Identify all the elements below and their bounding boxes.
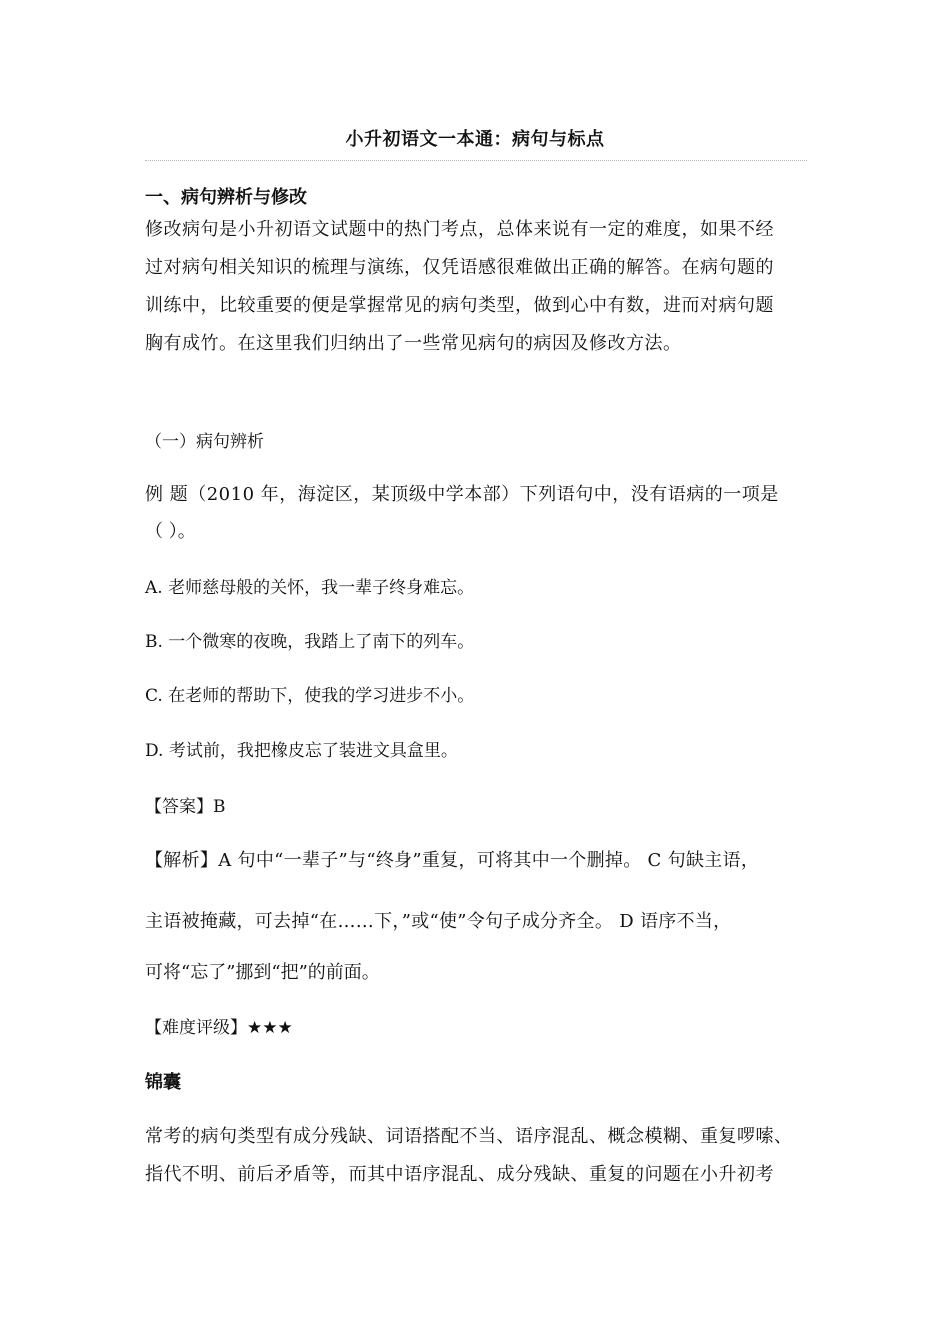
tips-line: 指代不明、前后矛盾等，而其中语序混乱、成分残缺、重复的问题在小升初考 xyxy=(145,1164,774,1185)
example-question-blank: （ ）。 xyxy=(145,521,196,542)
option-b: B. 一个微寒的夜晚，我踏上了南下的列车。 xyxy=(145,632,475,652)
intro-line: 胸有成竹。在这里我们归纳出了一些常见病句的病因及修改方法。 xyxy=(145,333,682,354)
tips-paragraph xyxy=(145,1118,815,1194)
title-divider xyxy=(145,160,807,161)
intro-line: 修改病句是小升初语文试题中的热门考点，总体来说有一定的难度，如果不经 xyxy=(145,219,774,240)
option-a: A. 老师慈母般的关怀，我一辈子终身难忘。 xyxy=(145,578,475,598)
option-c: C. 在老师的帮助下，使我的学习进步不小。 xyxy=(145,686,475,706)
intro-line: 过对病句相关知识的梳理与演练，仅凭语感很难做出正确的解答。在病句题的 xyxy=(145,257,774,278)
tips-line: 常考的病句类型有成分残缺、词语搭配不当、语序混乱、概念模糊、重复啰嗦、 xyxy=(145,1126,793,1147)
star-rating: ★★★ xyxy=(247,1018,293,1038)
subsection-heading: （一）病句辨析 xyxy=(145,432,264,452)
intro-paragraph xyxy=(145,211,815,363)
intro-line: 训练中，比较重要的便是掌握常见的病句类型，做到心中有数，进而对病句题 xyxy=(145,295,774,316)
difficulty-rating xyxy=(145,1013,293,1038)
answer: 【答案】B xyxy=(145,797,226,817)
difficulty-label: 【难度评级】 xyxy=(145,1018,247,1038)
analysis-line: 可将“忘了”挪到“把”的前面。 xyxy=(145,962,380,983)
option-d: D. 考试前，我把橡皮忘了装进文具盒里。 xyxy=(145,741,458,761)
analysis-line: 【解析】A 句中“一辈子”与“终身”重复，可将其中一个删掉。 C 句缺主语， xyxy=(145,850,760,871)
tips-heading: 锦囊 xyxy=(145,1072,181,1093)
example-question: 例 题（2010 年，海淀区，某顶级中学本部）下列语句中，没有语病的一项是 xyxy=(145,484,779,505)
page-title: 小升初语文一本通：病句与标点 xyxy=(345,129,605,150)
analysis-line: 主语被掩藏，可去掉“在……下，”或“使”令句子成分齐全。 D 语序不当， xyxy=(145,911,732,932)
section-heading: 一、病句辨析与修改 xyxy=(145,187,307,208)
